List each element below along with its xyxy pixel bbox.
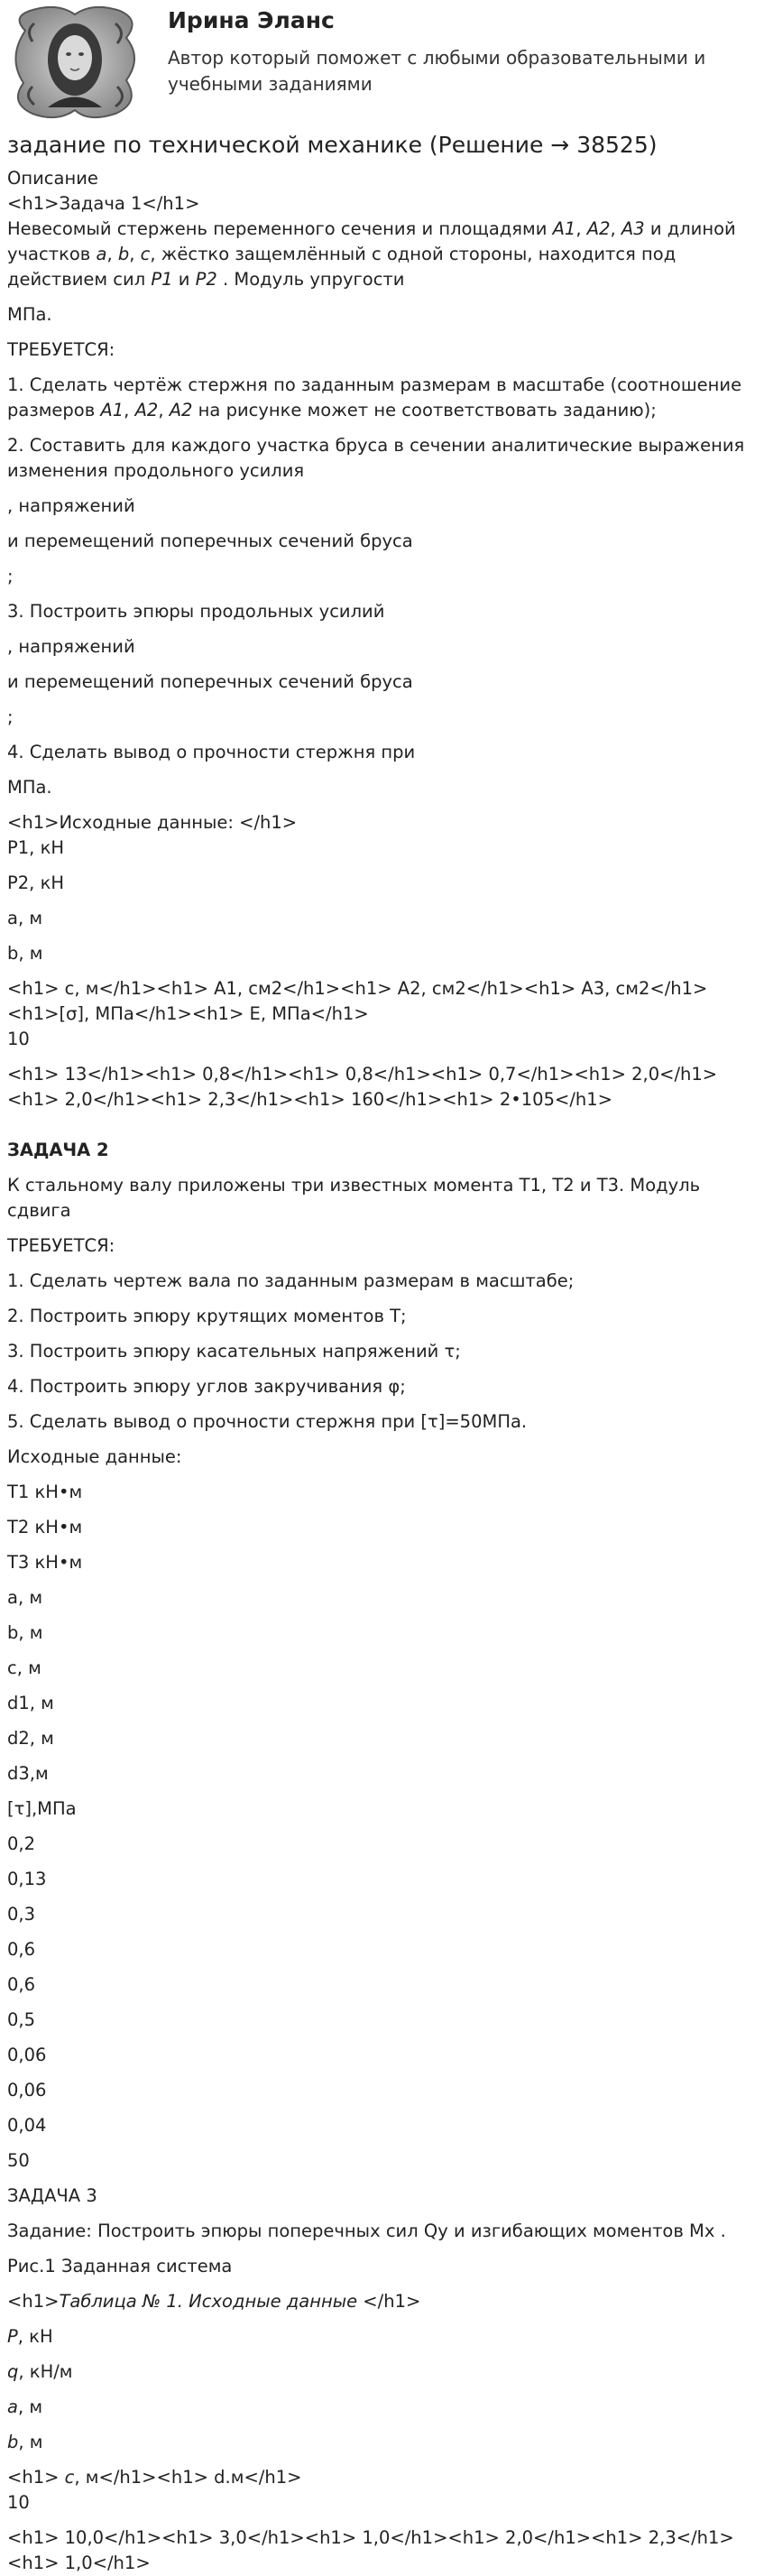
task2-item: 0,6 — [7, 1974, 36, 1995]
task1-ten: 10 — [7, 1029, 30, 1049]
task3-p: P, кН — [7, 2326, 53, 2347]
author-description: Автор который поможет с любыми образовательными и учебными заданиями — [168, 47, 706, 95]
task3-ten: 10 — [7, 2492, 30, 2513]
task3-a: a, м — [7, 2396, 43, 2417]
task1-requires: ТРЕБУЕТСЯ: — [7, 339, 115, 360]
task1-req1: 1. Сделать чертёж стержня по заданным размерам в масштабе (соотношение размеров A1, A2, A2 на рисунке может не соответствовать заданию); — [7, 374, 742, 420]
task2-item: d1, м — [7, 1693, 54, 1713]
task2-item: a, м — [7, 1587, 43, 1608]
task2-item: b, м — [7, 1622, 43, 1643]
task1-headers-row: <h1> c, м</h1><h1> A1, см2</h1><h1> A2, см2</h1><h1> A3, см2</h1><h1>[σ], МПа</h1><h1> E, МПа</h1> — [7, 978, 708, 1024]
task1-heading: <h1>Задача 1</h1> — [7, 193, 200, 214]
task1-values-row: <h1> 13</h1><h1> 0,8</h1><h1> 0,8</h1><h1> 0,7</h1><h1> 2,0</h1><h1> 2,0</h1><h1> 2,3</h1><h1> 160</h1><h1> 2•105</h1> — [7, 1064, 718, 1110]
task2-heading: ЗАДАЧА 2 — [7, 1140, 109, 1160]
task2-item: 2. Построить эпюру крутящих моментов T; — [7, 1306, 407, 1326]
task1-req3b: , напряжений — [7, 636, 135, 657]
task2-item: 0,3 — [7, 1904, 36, 1925]
task2-item: [τ],МПа — [7, 1798, 77, 1819]
task1-req2c: и перемещений поперечных сечений бруса — [7, 531, 413, 551]
task2-item: T3 кН•м — [7, 1552, 83, 1573]
task2-item: 0,5 — [7, 2009, 36, 2030]
task2-item: Исходные данные: — [7, 1446, 182, 1467]
task3-heading: ЗАДАЧА 3 — [7, 2185, 97, 2206]
task1-p1: P1, кН — [7, 837, 65, 858]
task3-figure-caption: Рис.1 Заданная система — [7, 2256, 233, 2276]
task1-req2d: ; — [7, 566, 14, 586]
task3-task: Задание: Построить эпюры поперечных сил Qy и изгибающих моментов Mx . — [7, 2221, 726, 2241]
task1-source-heading: <h1>Исходные данные: </h1> — [7, 812, 298, 833]
task-content — [7, 166, 758, 2576]
task2-item: T2 кН•м — [7, 1517, 83, 1537]
task1-req4: 4. Сделать вывод о прочности стержня при — [7, 742, 416, 762]
task1-req2: 2. Составить для каждого участка бруса в сечении аналитические выражения изменения продольного усилия — [7, 435, 745, 481]
task1-req3d: ; — [7, 706, 14, 727]
task1-b: b, м — [7, 943, 43, 964]
task2-item: 0,6 — [7, 1939, 36, 1960]
task2-item: 50 — [7, 2150, 30, 2171]
task1-req3c: и перемещений поперечных сечений бруса — [7, 671, 413, 692]
task1-intro: Невесомый стержень переменного сечения и площадями A1, A2, A3 и длиной участков a, b, c, жёстко защемлённый с одной стороны, находится под действием сил P1 и P2 . Модуль упругости — [7, 218, 736, 290]
task3-b: b, м — [7, 2432, 43, 2452]
task2-item: 1. Сделать чертеж вала по заданным размерам в масштабе; — [7, 1270, 575, 1291]
task2-item: T1 кН•м — [7, 1482, 83, 1502]
task2-intro: К стальному валу приложены три известных момента T1, T2 и T3. Модуль сдвига — [7, 1175, 701, 1221]
task1-req2b: , напряжений — [7, 495, 135, 516]
task1-mpa: МПа. — [7, 304, 52, 325]
author-card — [7, 4, 756, 130]
task2-items — [7, 1269, 758, 2174]
task2-requires: ТРЕБУЕТСЯ: — [7, 1235, 115, 1256]
task2-item: 0,13 — [7, 1869, 47, 1889]
task1-a: a, м — [7, 908, 43, 928]
description-label: Описание — [7, 168, 98, 189]
author-avatar[interactable] — [7, 4, 143, 121]
task2-item: 0,06 — [7, 2045, 47, 2065]
task2-item: 0,06 — [7, 2080, 47, 2101]
task2-item: 3. Построить эпюру касательных напряжений τ; — [7, 1341, 461, 1362]
task1-req3: 3. Построить эпюры продольных усилий — [7, 601, 385, 622]
task2-item: 0,04 — [7, 2115, 47, 2136]
author-name[interactable]: Ирина Эланс — [168, 7, 335, 33]
task3-values-row: <h1> 10,0</h1><h1> 3,0</h1><h1> 1,0</h1><h1> 2,0</h1><h1> 2,3</h1><h1> 1,0</h1> — [7, 2527, 734, 2573]
task3-c-row: <h1> c, м</h1><h1> d.м</h1> — [7, 2467, 302, 2488]
task2-item: d2, м — [7, 1728, 54, 1749]
task2-item: 4. Построить эпюру углов закручивания φ; — [7, 1376, 406, 1397]
task1-p2: P2, кН — [7, 873, 65, 893]
task2-item: c, м — [7, 1657, 41, 1678]
task3-table-title: <h1>Таблица № 1. Исходные данные </h1> — [7, 2291, 421, 2312]
page-title: задание по технической механике (Решение → 38525) — [7, 132, 658, 158]
task2-item: 5. Сделать вывод о прочности стержня при [τ]=50МПа. — [7, 1411, 528, 1432]
task2-item: d3,м — [7, 1763, 49, 1784]
task3-q: q, кН/м — [7, 2361, 73, 2382]
task2-item: 0,2 — [7, 1833, 36, 1854]
task1-req4b: МПа. — [7, 777, 52, 798]
